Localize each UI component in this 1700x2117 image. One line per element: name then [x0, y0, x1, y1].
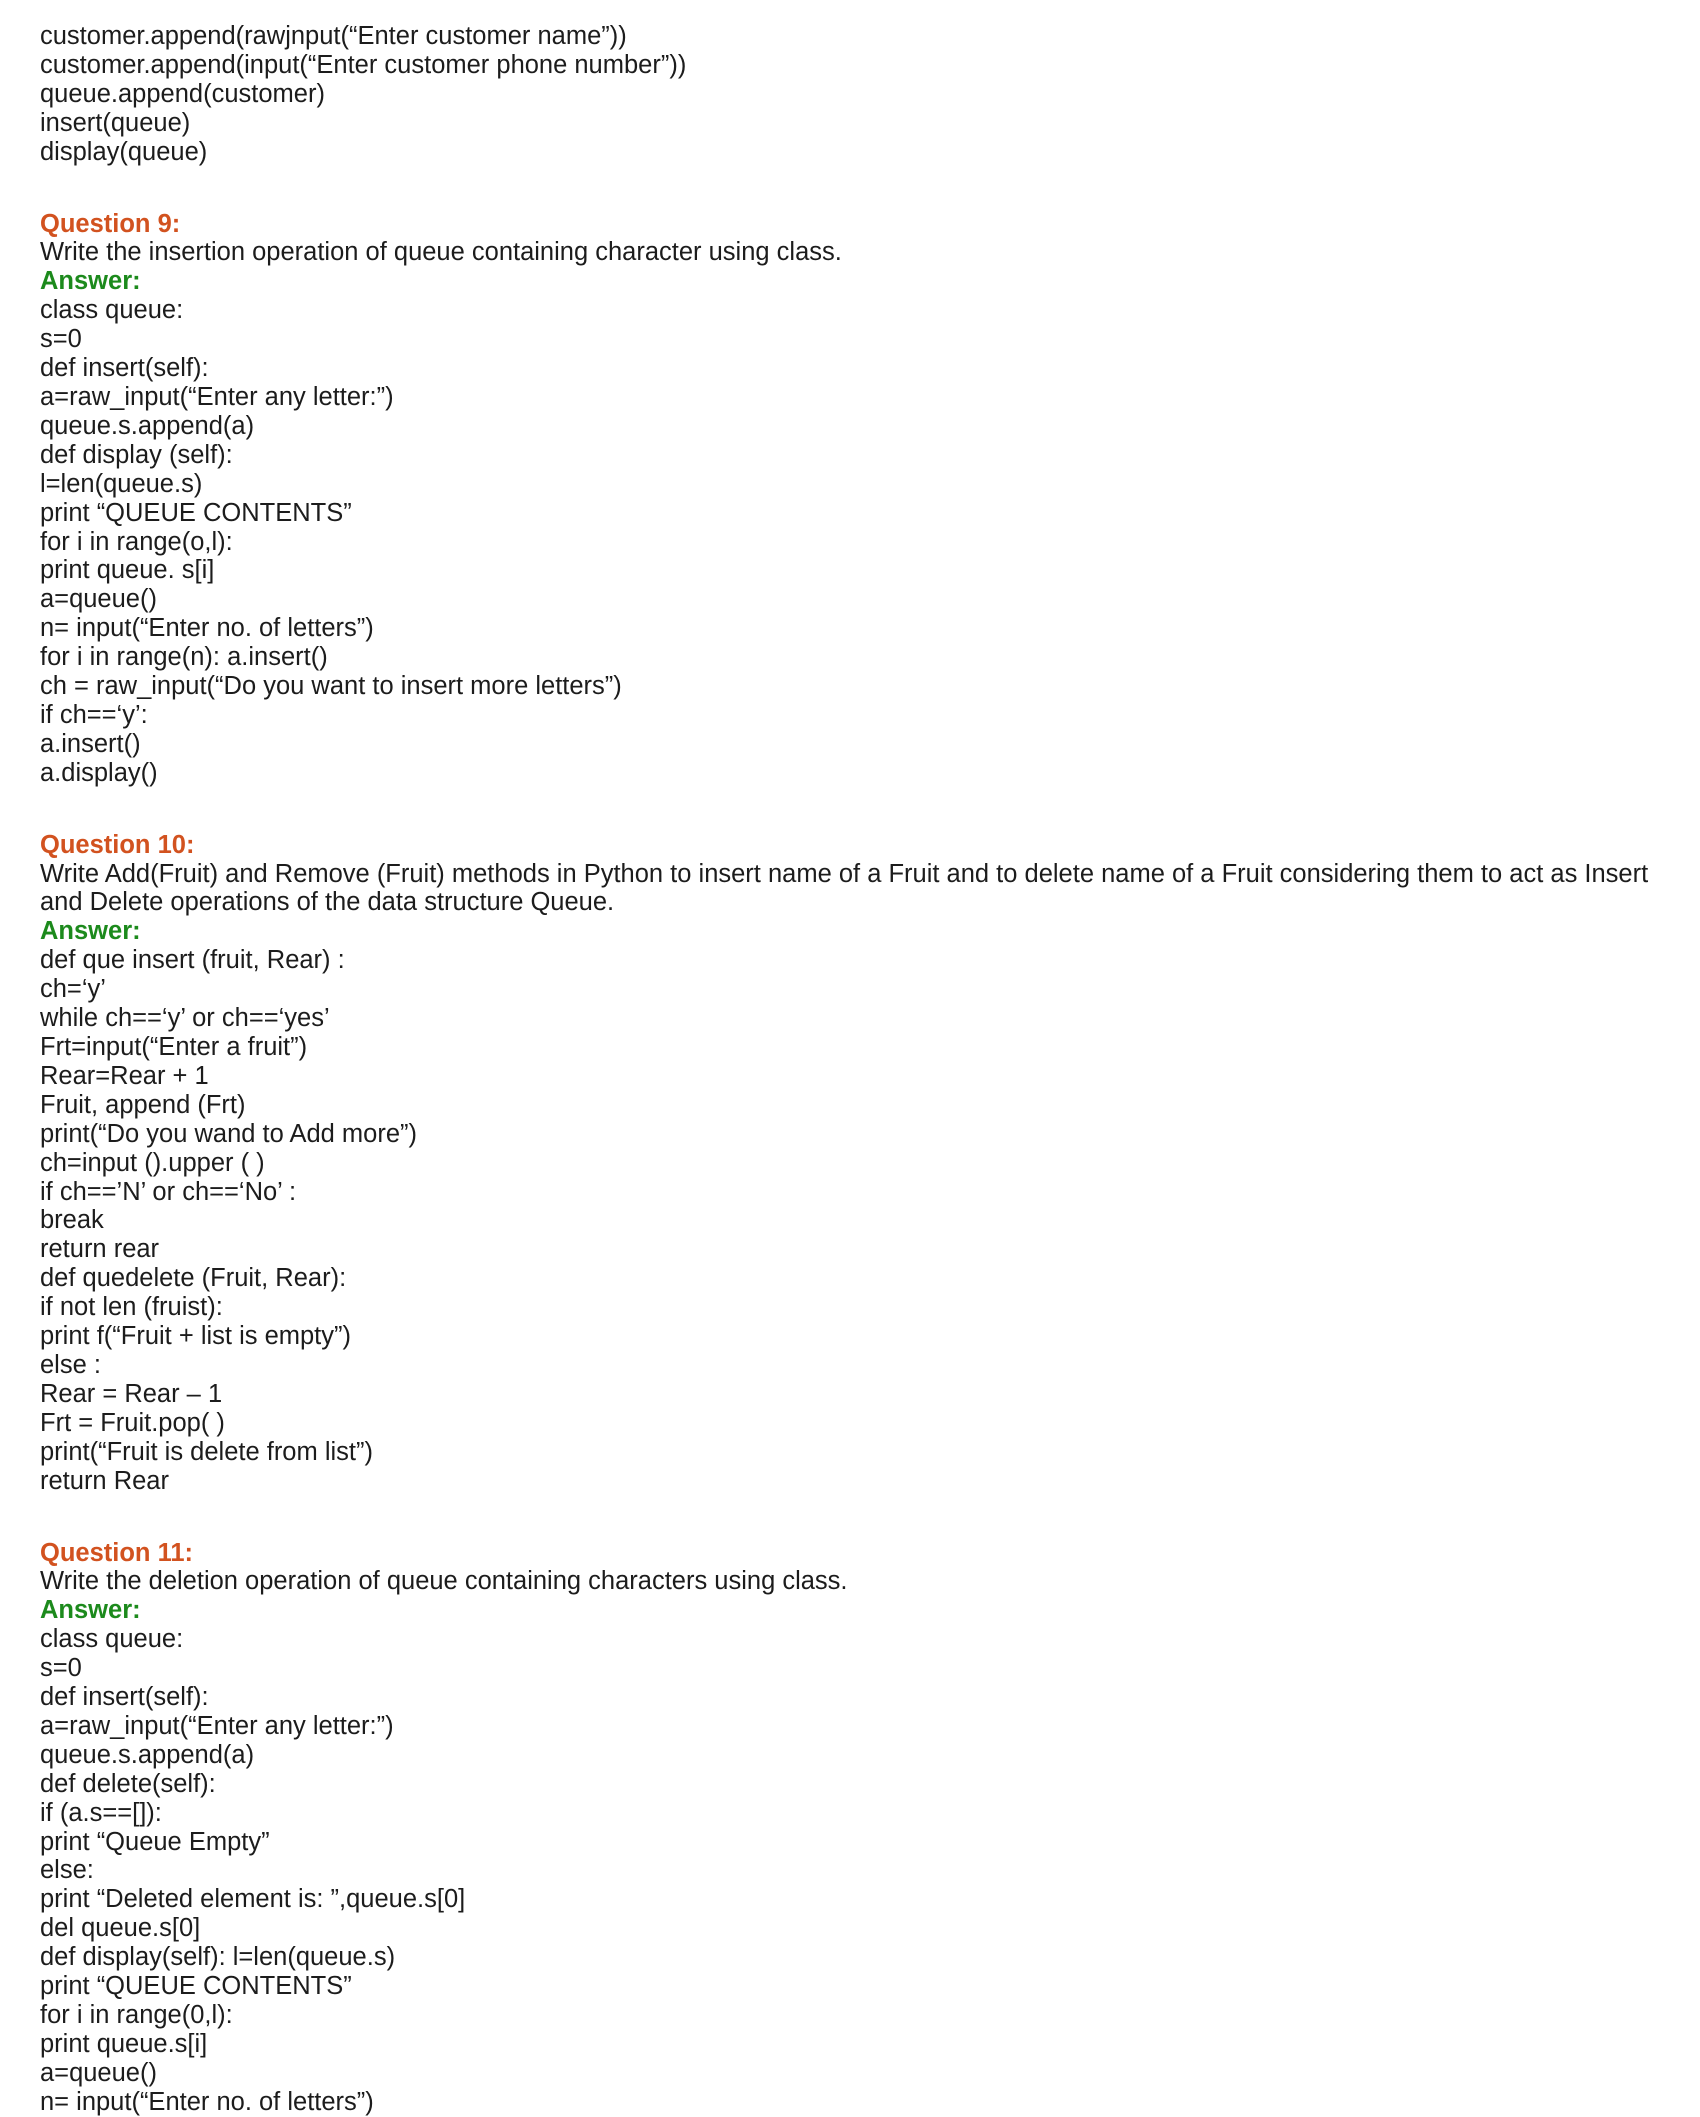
code-line: ch = raw_input(“Do you want to insert more letters”) — [40, 672, 622, 701]
code-line: queue.append(customer) — [40, 79, 325, 108]
code-line: queue.s.append(a) — [40, 411, 255, 440]
code-line: def display (self): — [40, 440, 233, 469]
code-line: Fruit, append (Frt) — [40, 1090, 246, 1119]
code-line: else: — [40, 1856, 94, 1885]
code-line: insert(queue) — [40, 108, 191, 137]
answer-code-block — [40, 296, 1660, 787]
answer-label: Answer: — [40, 267, 141, 296]
answer-label: Answer: — [40, 1596, 141, 1625]
code-line: a=queue() — [40, 2058, 157, 2087]
code-line: if (a.s==[]): — [40, 1798, 162, 1827]
code-line: if ch==‘y’: — [40, 700, 148, 729]
code-line: for i in range(o,l): — [40, 527, 233, 556]
code-line: customer.append(rawjnput(“Enter customer name”)) — [40, 22, 627, 50]
code-line: Rear=Rear + 1 — [40, 1061, 209, 1090]
question-heading: Question 10: — [40, 830, 195, 859]
code-line: a.display() — [40, 758, 158, 787]
code-line: Rear = Rear – 1 — [40, 1379, 223, 1408]
code-line: n= input(“Enter no. of letters”) — [40, 614, 374, 643]
code-line: if not len (fruist): — [40, 1293, 223, 1322]
code-line: a=raw_input(“Enter any letter:”) — [40, 1711, 394, 1740]
code-line: ch=‘y’ — [40, 975, 106, 1004]
code-line: print queue. s[i] — [40, 556, 215, 585]
code-line: n= input(“Enter no. of letters”) — [40, 2087, 374, 2116]
question-heading: Question 9: — [40, 209, 181, 238]
code-line: def insert(self): — [40, 1683, 209, 1712]
code-line: customer.append(input(“Enter customer phone number”)) — [40, 50, 687, 79]
code-line: l=len(queue.s) — [40, 469, 203, 498]
question-heading: Question 11: — [40, 1538, 194, 1567]
code-line: return Rear — [40, 1466, 169, 1495]
code-line: print “QUEUE CONTENTS” — [40, 1972, 352, 2001]
code-line: class queue: — [40, 1625, 184, 1654]
answer-code-block — [40, 946, 1660, 1495]
code-line: return rear — [40, 1235, 160, 1264]
code-line: while ch==‘y’ or ch==‘yes’ — [40, 1004, 330, 1033]
code-line: s=0 — [40, 325, 82, 354]
code-line: print “Deleted element is: ”,queue.s[0] — [40, 1885, 466, 1914]
code-line: Frt=input(“Enter a fruit”) — [40, 1033, 308, 1061]
code-line: print “QUEUE CONTENTS” — [40, 498, 352, 527]
code-line: Frt = Fruit.pop( ) — [40, 1408, 225, 1437]
question-11-section — [40, 1539, 1660, 2117]
code-line: print “Queue Empty” — [40, 1827, 270, 1856]
code-line: for i in range(0,l): — [40, 2001, 233, 2029]
code-line: break — [40, 1206, 104, 1235]
question-prompt: Write the insertion operation of queue containing character using class. — [40, 238, 842, 267]
code-line: a=raw_input(“Enter any letter:”) — [40, 382, 394, 411]
code-line: display(queue) — [40, 137, 208, 166]
code-line: queue.s.append(a) — [40, 1740, 255, 1769]
code-line: print f(“Fruit + list is empty”) — [40, 1322, 351, 1351]
code-line: s=0 — [40, 1654, 82, 1683]
code-line: del queue.s[0] — [40, 1914, 201, 1943]
question-9-section — [40, 210, 1660, 788]
code-line: else : — [40, 1350, 101, 1379]
question-prompt: Write Add(Fruit) and Remove (Fruit) methods in Python to insert name of a Fruit and to delete name of a Fruit considering them to act as Insert — [40, 859, 1649, 888]
answer-label: Answer: — [40, 917, 141, 946]
code-line: print(“Do you wand to Add more”) — [40, 1119, 417, 1148]
top-code-block — [40, 22, 1660, 167]
code-line: print(“Fruit is delete from list”) — [40, 1437, 373, 1466]
code-line: def quedelete (Fruit, Rear): — [40, 1264, 347, 1293]
code-line: ch=input ().upper ( ) — [40, 1148, 265, 1177]
document-page — [40, 22, 1660, 2117]
question-10-section — [40, 831, 1660, 1496]
code-line: def insert(self): — [40, 354, 209, 383]
code-line: if ch==’N’ or ch==‘No’ : — [40, 1177, 297, 1206]
code-line: for i in range(n): a.insert() — [40, 643, 328, 672]
code-line: class queue: — [40, 296, 184, 325]
code-line: def delete(self): — [40, 1769, 216, 1798]
code-line: a=queue() — [40, 585, 157, 614]
code-line: def que insert (fruit, Rear) : — [40, 946, 345, 975]
answer-code-block — [40, 1625, 1660, 2116]
code-line: a.insert() — [40, 729, 141, 758]
question-prompt: and Delete operations of the data structure Queue. — [40, 888, 615, 917]
code-line: print queue.s[i] — [40, 2029, 208, 2058]
code-line: def display(self): l=len(queue.s) — [40, 1943, 396, 1972]
question-prompt: Write the deletion operation of queue containing characters using class. — [40, 1567, 848, 1596]
